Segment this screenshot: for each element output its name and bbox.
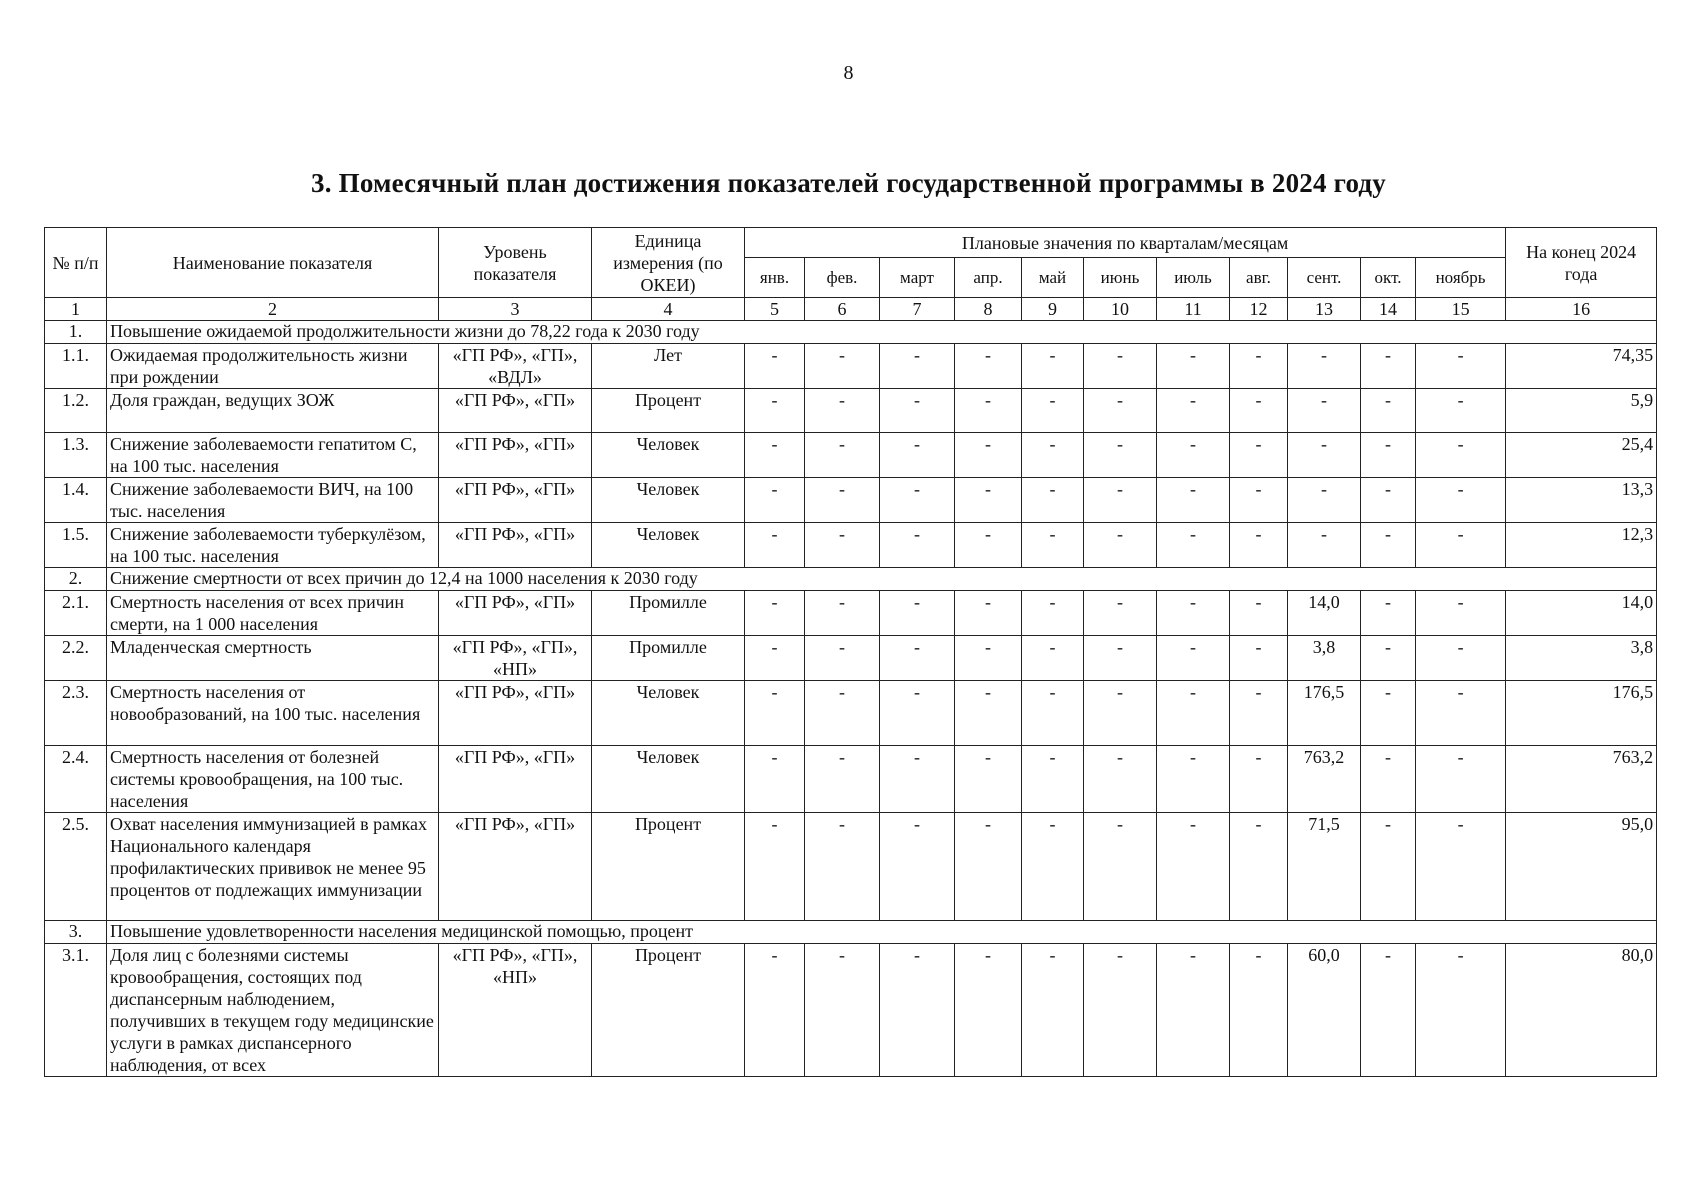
column-number: 4 [592,298,745,321]
indicator-unit: Человек [592,523,745,568]
table-row [45,389,1657,433]
month-value: - [880,389,955,433]
month-value: 71,5 [1288,813,1361,921]
final-value: 763,2 [1506,746,1657,813]
row-number: 2.5. [45,813,107,921]
month-value: - [1230,591,1288,636]
month-value: - [1022,681,1084,746]
month-value: - [1157,746,1230,813]
indicator-unit: Промилле [592,636,745,681]
month-header: фев. [805,258,880,298]
indicator-name: Младенческая смертность [107,636,439,681]
indicator-unit: Процент [592,813,745,921]
month-value: 763,2 [1288,746,1361,813]
month-value: - [1157,344,1230,389]
month-value: - [805,636,880,681]
month-value: - [1416,591,1506,636]
month-value: - [1157,389,1230,433]
section-title: Снижение смертности от всех причин до 12,4 на 1000 населения к 2030 году [107,568,1657,591]
column-number: 16 [1506,298,1657,321]
month-value: - [1416,389,1506,433]
month-value: - [1022,344,1084,389]
final-value: 95,0 [1506,813,1657,921]
indicator-name: Снижение заболеваемости туберкулёзом, на 100 тыс. населения [107,523,439,568]
final-value: 74,35 [1506,344,1657,389]
final-value: 3,8 [1506,636,1657,681]
month-value: - [1022,389,1084,433]
row-number: 2.1. [45,591,107,636]
month-value: - [1416,636,1506,681]
month-value: - [880,944,955,1077]
month-value: - [1230,813,1288,921]
column-number: 1 [45,298,107,321]
month-value: - [745,478,805,523]
month-value: - [1157,636,1230,681]
table-row [45,681,1657,746]
month-value: - [880,478,955,523]
table-row [45,591,1657,636]
month-value: - [880,681,955,746]
indicator-level: «ГП РФ», «ГП» [439,681,592,746]
final-value: 80,0 [1506,944,1657,1077]
month-header: июль [1157,258,1230,298]
month-value: - [1230,433,1288,478]
row-number: 2.2. [45,636,107,681]
final-value: 5,9 [1506,389,1657,433]
month-value: - [1157,944,1230,1077]
page-number: 8 [843,62,854,84]
indicator-unit: Человек [592,681,745,746]
month-value: - [745,681,805,746]
month-value: - [745,389,805,433]
section-row [45,921,1657,944]
month-value: - [880,813,955,921]
month-value: - [955,813,1022,921]
month-value: - [1361,813,1416,921]
month-value: - [745,944,805,1077]
month-value: - [1288,478,1361,523]
month-value: - [1084,591,1157,636]
month-value: - [880,344,955,389]
indicators-table [44,227,1657,1077]
indicator-level: «ГП РФ», «ГП», «НП» [439,944,592,1077]
month-value: - [955,344,1022,389]
month-value: - [955,746,1022,813]
month-value: - [955,523,1022,568]
row-number: 1.5. [45,523,107,568]
indicator-name: Охват населения иммунизацией в рамках Национального календаря профилактических прививок не менее 95 процентов от подлежащих иммунизации [107,813,439,921]
section-title: Повышение удовлетворенности населения медицинской помощью, процент [107,921,1657,944]
indicator-level: «ГП РФ», «ГП» [439,591,592,636]
indicator-unit: Человек [592,746,745,813]
month-value: - [1416,523,1506,568]
month-value: - [805,746,880,813]
month-value: - [1416,944,1506,1077]
month-value: - [1157,681,1230,746]
row-number: 3. [45,921,107,944]
month-value: - [880,591,955,636]
month-value: - [1416,813,1506,921]
month-value: - [1230,478,1288,523]
month-value: - [805,944,880,1077]
indicator-unit: Лет [592,344,745,389]
month-value: - [1288,523,1361,568]
indicator-name: Доля лиц с болезнями системы кровообращения, состоящих под диспансерным наблюдением, получивших в текущем году медицинские услуги в рамках диспансерного наблюдения, от всех [107,944,439,1077]
indicator-unit: Промилле [592,591,745,636]
month-value: - [1157,813,1230,921]
month-value: - [1416,681,1506,746]
header-level: Уровень показателя [439,228,592,298]
month-value: - [1230,746,1288,813]
month-value: - [745,591,805,636]
header-planned: Плановые значения по кварталам/месяцам [745,228,1506,258]
month-header: апр. [955,258,1022,298]
month-value: - [745,746,805,813]
column-number: 6 [805,298,880,321]
table-row [45,636,1657,681]
month-value: - [955,433,1022,478]
month-header: сент. [1288,258,1361,298]
indicator-unit: Человек [592,478,745,523]
month-value: - [1361,746,1416,813]
table-header [45,228,1657,321]
month-value: - [955,681,1022,746]
indicator-unit: Человек [592,433,745,478]
month-header: авг. [1230,258,1288,298]
row-number: 1. [45,321,107,344]
month-value: - [1361,389,1416,433]
indicator-name: Ожидаемая продолжительность жизни при рождении [107,344,439,389]
month-value: - [1084,389,1157,433]
month-value: - [1230,389,1288,433]
month-value: - [1230,344,1288,389]
month-value: - [1230,523,1288,568]
month-value: - [745,433,805,478]
month-value: - [1022,813,1084,921]
row-number: 1.1. [45,344,107,389]
month-header: ноябрь [1416,258,1506,298]
column-number: 9 [1022,298,1084,321]
column-number: 14 [1361,298,1416,321]
month-header: июнь [1084,258,1157,298]
month-value: - [880,433,955,478]
month-value: - [1230,636,1288,681]
indicator-level: «ГП РФ», «ГП» [439,433,592,478]
indicator-level: «ГП РФ», «ГП», «НП» [439,636,592,681]
month-value: 3,8 [1288,636,1361,681]
month-header: янв. [745,258,805,298]
month-value: - [1416,746,1506,813]
month-value: - [1288,389,1361,433]
indicator-unit: Процент [592,389,745,433]
month-value: - [1084,746,1157,813]
month-value: - [880,523,955,568]
table-row [45,433,1657,478]
section-title: Повышение ожидаемой продолжительности жизни до 78,22 года к 2030 году [107,321,1657,344]
final-value: 25,4 [1506,433,1657,478]
month-value: - [805,478,880,523]
month-value: - [1084,944,1157,1077]
month-value: - [1022,636,1084,681]
header-unit: Единица измерения (по ОКЕИ) [592,228,745,298]
indicator-name: Доля граждан, ведущих ЗОЖ [107,389,439,433]
row-number: 1.4. [45,478,107,523]
month-value: 176,5 [1288,681,1361,746]
indicator-unit: Процент [592,944,745,1077]
month-value: - [955,591,1022,636]
indicator-name: Смертность населения от болезней системы кровообращения, на 100 тыс. населения [107,746,439,813]
table-row [45,344,1657,389]
month-value: - [1084,813,1157,921]
indicator-name: Смертность населения от всех причин смерти, на 1 000 населения [107,591,439,636]
column-number: 8 [955,298,1022,321]
column-number: 10 [1084,298,1157,321]
month-value: - [1022,944,1084,1077]
table-row [45,478,1657,523]
month-value: - [880,746,955,813]
column-number: 13 [1288,298,1361,321]
column-number: 15 [1416,298,1506,321]
month-value: - [1361,681,1416,746]
indicator-level: «ГП РФ», «ГП» [439,389,592,433]
month-value: - [1157,591,1230,636]
row-number: 1.2. [45,389,107,433]
month-value: - [1361,478,1416,523]
row-number: 2. [45,568,107,591]
month-value: - [1361,591,1416,636]
table-row [45,746,1657,813]
month-value: - [1084,344,1157,389]
indicator-level: «ГП РФ», «ГП», «ВДЛ» [439,344,592,389]
month-value: - [805,344,880,389]
indicator-name: Снижение заболеваемости гепатитом С, на 100 тыс. населения [107,433,439,478]
month-value: - [1230,944,1288,1077]
month-value: - [1022,433,1084,478]
month-value: - [955,636,1022,681]
month-value: - [745,523,805,568]
month-value: - [1361,636,1416,681]
month-value: - [1361,944,1416,1077]
month-value: - [1416,478,1506,523]
table-row [45,523,1657,568]
column-number: 11 [1157,298,1230,321]
month-value: - [1361,344,1416,389]
row-number: 3.1. [45,944,107,1077]
section-row [45,568,1657,591]
final-value: 13,3 [1506,478,1657,523]
column-number: 5 [745,298,805,321]
month-value: - [1157,523,1230,568]
month-value: - [955,389,1022,433]
month-value: - [1288,344,1361,389]
month-value: - [1288,433,1361,478]
month-value: - [1230,681,1288,746]
month-value: - [1157,478,1230,523]
table-row [45,813,1657,921]
month-value: - [805,813,880,921]
table-row [45,944,1657,1077]
row-number: 1.3. [45,433,107,478]
month-value: - [1416,433,1506,478]
month-value: - [955,944,1022,1077]
month-value: - [745,636,805,681]
month-value: - [745,344,805,389]
month-value: - [1022,523,1084,568]
indicator-level: «ГП РФ», «ГП» [439,478,592,523]
month-value: - [805,591,880,636]
table-body [45,321,1657,1077]
indicator-name: Смертность населения от новообразований, на 100 тыс. населения [107,681,439,746]
month-value: - [1416,344,1506,389]
row-number: 2.3. [45,681,107,746]
header-num: № п/п [45,228,107,298]
header-name: Наименование показателя [107,228,439,298]
indicator-level: «ГП РФ», «ГП» [439,813,592,921]
month-value: - [1084,433,1157,478]
month-value: - [955,478,1022,523]
month-value: 60,0 [1288,944,1361,1077]
month-header: окт. [1361,258,1416,298]
final-value: 14,0 [1506,591,1657,636]
month-value: - [1084,636,1157,681]
indicator-level: «ГП РФ», «ГП» [439,523,592,568]
indicator-name: Снижение заболеваемости ВИЧ, на 100 тыс. населения [107,478,439,523]
column-number: 2 [107,298,439,321]
month-value: - [805,389,880,433]
month-value: 14,0 [1288,591,1361,636]
month-value: - [745,813,805,921]
month-value: - [1084,523,1157,568]
month-value: - [1084,478,1157,523]
month-value: - [1361,523,1416,568]
page-title: 3. Помесячный план достижения показателей государственной программы в 2024 году [311,168,1386,198]
row-number: 2.4. [45,746,107,813]
month-value: - [1157,433,1230,478]
month-header: март [880,258,955,298]
month-value: - [880,636,955,681]
month-header: май [1022,258,1084,298]
month-value: - [1022,746,1084,813]
column-number: 7 [880,298,955,321]
column-number: 3 [439,298,592,321]
header-final: На конец 2024 года [1506,228,1657,298]
month-value: - [1361,433,1416,478]
column-number-row [45,298,1657,321]
section-row [45,321,1657,344]
indicator-level: «ГП РФ», «ГП» [439,746,592,813]
final-value: 12,3 [1506,523,1657,568]
month-value: - [1022,591,1084,636]
month-value: - [1022,478,1084,523]
month-value: - [805,523,880,568]
month-value: - [1084,681,1157,746]
column-number: 12 [1230,298,1288,321]
final-value: 176,5 [1506,681,1657,746]
month-value: - [805,433,880,478]
month-value: - [805,681,880,746]
